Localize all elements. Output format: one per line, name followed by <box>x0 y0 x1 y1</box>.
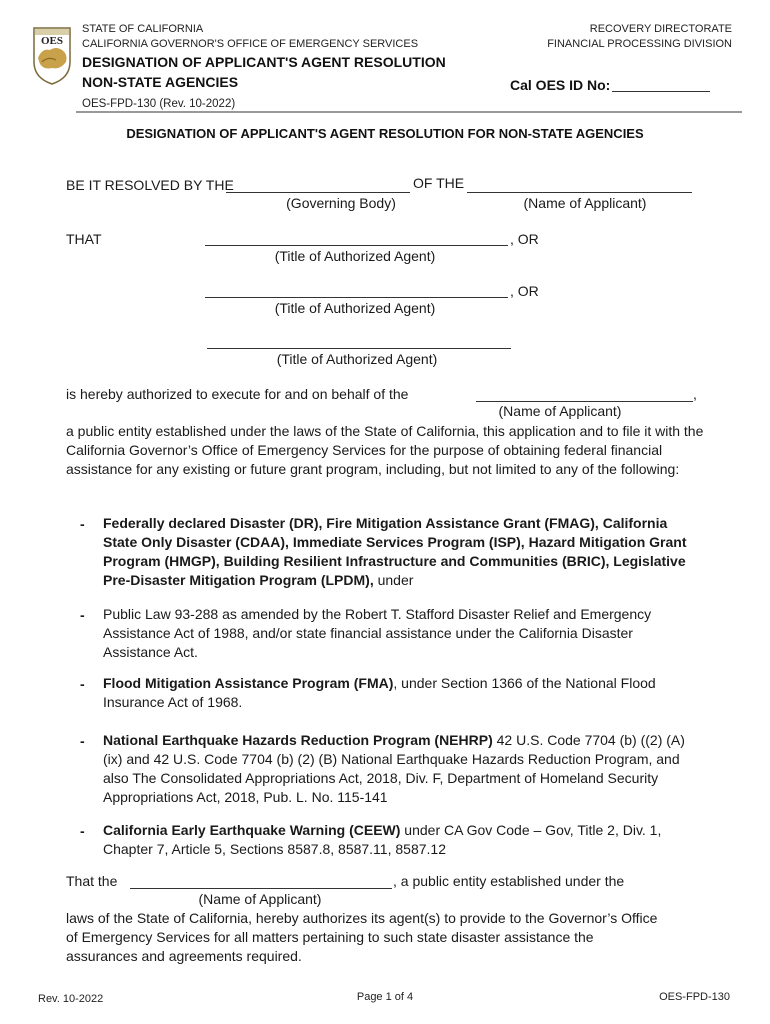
program-item-1-bold: Federally declared Disaster (DR), Fire Mitigation Assistance Grant (FMAG), California State Only Disaster (CDAA), Immediate Services Program (ISP), Hazard Mitigation Grant Program (HMGP), Building Resilient Infrastructure and Communities (BRIC), Legislative Pre-Disaster Mitigation Program (LPDM), <box>103 515 687 588</box>
directorate: RECOVERY DIRECTORATE <box>589 23 732 35</box>
bullet-2: - <box>80 607 85 623</box>
program-item-4 <box>103 731 703 807</box>
agent-caption-3: (Title of Authorized Agent) <box>276 351 438 367</box>
applicant-name-field-3[interactable] <box>130 888 392 889</box>
applicant-caption-2: (Name of Applicant) <box>498 403 622 419</box>
form-id: OES-FPD-130 (Rev. 10-2022) <box>82 98 236 110</box>
program-item-2 <box>103 605 703 662</box>
program-item-2-text: Public Law 93-288 as amended by the Robert T. Stafford Disaster Relief and Emergency Assistance Act of 1988, and/or state financial assistance under the California Disaster Assistance Act. <box>103 606 652 660</box>
footer-form: OES-FPD-130 <box>659 991 730 1003</box>
or-label-1: , OR <box>510 231 539 247</box>
applicant-caption-3: (Name of Applicant) <box>198 891 322 907</box>
of-the-label: OF THE <box>413 175 465 191</box>
authorized-comma: , <box>693 386 697 402</box>
governing-body-caption: (Governing Body) <box>286 195 396 211</box>
program-item-5 <box>103 821 703 859</box>
authorized-body: a public entity established under the laws of the State of California, this application and to file it with the California Governor’s Office of Emergency Services for the purpose of obtaining federal financial assistance for any existing or future grant program, including, but not limited to any of the following: <box>66 423 704 477</box>
applicant-name-field-2[interactable] <box>476 401 693 402</box>
bullet-1: - <box>80 516 85 532</box>
governing-body-field[interactable] <box>226 192 410 193</box>
logo-text: OES <box>40 35 63 47</box>
agent-caption-2: (Title of Authorized Agent) <box>274 300 436 316</box>
state-name: STATE OF CALIFORNIA <box>82 23 204 35</box>
header-left <box>82 22 446 110</box>
bullet-5: - <box>80 823 85 839</box>
program-item-5-text: under CA Gov Code – Gov, Title 2, Div. 1, Chapter 7, Article 5, Sections 8587.8, 8587.11, 8587.12 <box>103 822 662 857</box>
applicant-name-field-1[interactable] <box>467 192 692 193</box>
bullet-4: - <box>80 733 85 749</box>
program-item-3-text: , under Section 1366 of the National Flood Insurance Act of 1968. <box>103 675 656 710</box>
program-item-1 <box>103 514 703 590</box>
cal-oes-id <box>510 77 710 93</box>
closing-tail: , a public entity established under the <box>393 873 625 889</box>
form-title-line2: NON-STATE AGENCIES <box>82 74 239 90</box>
document-title: DESIGNATION OF APPLICANT'S AGENT RESOLUTION FOR NON-STATE AGENCIES <box>126 126 644 141</box>
cal-oes-id-label: Cal OES ID No: <box>510 77 611 93</box>
closing-lead: That the <box>66 873 118 889</box>
program-item-4-bold: National Earthquake Hazards Reduction Program (NEHRP) <box>103 732 493 748</box>
program-item-4-text: 42 U.S. Code 7704 (b) ((2) (A) (ix) and 42 U.S. Code 7704 (b) (2) (B) National Earthquake Hazards Reduction Program, and also The Consolidated Appropriations Act, 2018, Div. F, Department of Homeland Security Appropriations Act, 2018, Pub. L. No. 115-141 <box>103 732 685 805</box>
footer-page: Page 1 of 4 <box>356 991 414 1003</box>
program-item-3 <box>103 674 703 712</box>
agent-title-field-2[interactable] <box>205 297 508 298</box>
or-label-2: , OR <box>510 283 539 299</box>
resolved-lead: BE IT RESOLVED BY THE <box>66 177 234 193</box>
bullet-3: - <box>80 676 85 692</box>
agent-title-field-1[interactable] <box>205 245 508 246</box>
program-item-5-bold: California Early Earthquake Warning (CEEW) <box>103 822 401 838</box>
program-item-1-text: under <box>373 572 414 588</box>
agent-caption-1: (Title of Authorized Agent) <box>274 248 436 264</box>
office-name: CALIFORNIA GOVERNOR'S OFFICE OF EMERGENCY SERVICES <box>82 38 419 50</box>
footer-rev: Rev. 10-2022 <box>38 993 104 1005</box>
applicant-caption-1: (Name of Applicant) <box>523 195 647 211</box>
closing-body: laws of the State of California, hereby authorizes its agent(s) to provide to the Governor’s Office of Emergency Services for all matters pertaining to such state disaster assistance the assurances and agreements required. <box>66 910 658 964</box>
cal-oes-id-field[interactable] <box>612 78 710 92</box>
division: FINANCIAL PROCESSING DIVISION <box>547 38 732 50</box>
header-right <box>547 22 732 52</box>
agent-title-field-3[interactable] <box>207 348 511 349</box>
header-divider <box>76 111 742 113</box>
that-label: THAT <box>66 231 102 247</box>
authorized-lead: is hereby authorized to execute for and on behalf of the <box>66 386 409 402</box>
program-item-3-bold: Flood Mitigation Assistance Program (FMA) <box>103 675 394 691</box>
cal-oes-logo <box>32 26 72 86</box>
form-title-line1: DESIGNATION OF APPLICANT'S AGENT RESOLUTION <box>82 54 446 70</box>
